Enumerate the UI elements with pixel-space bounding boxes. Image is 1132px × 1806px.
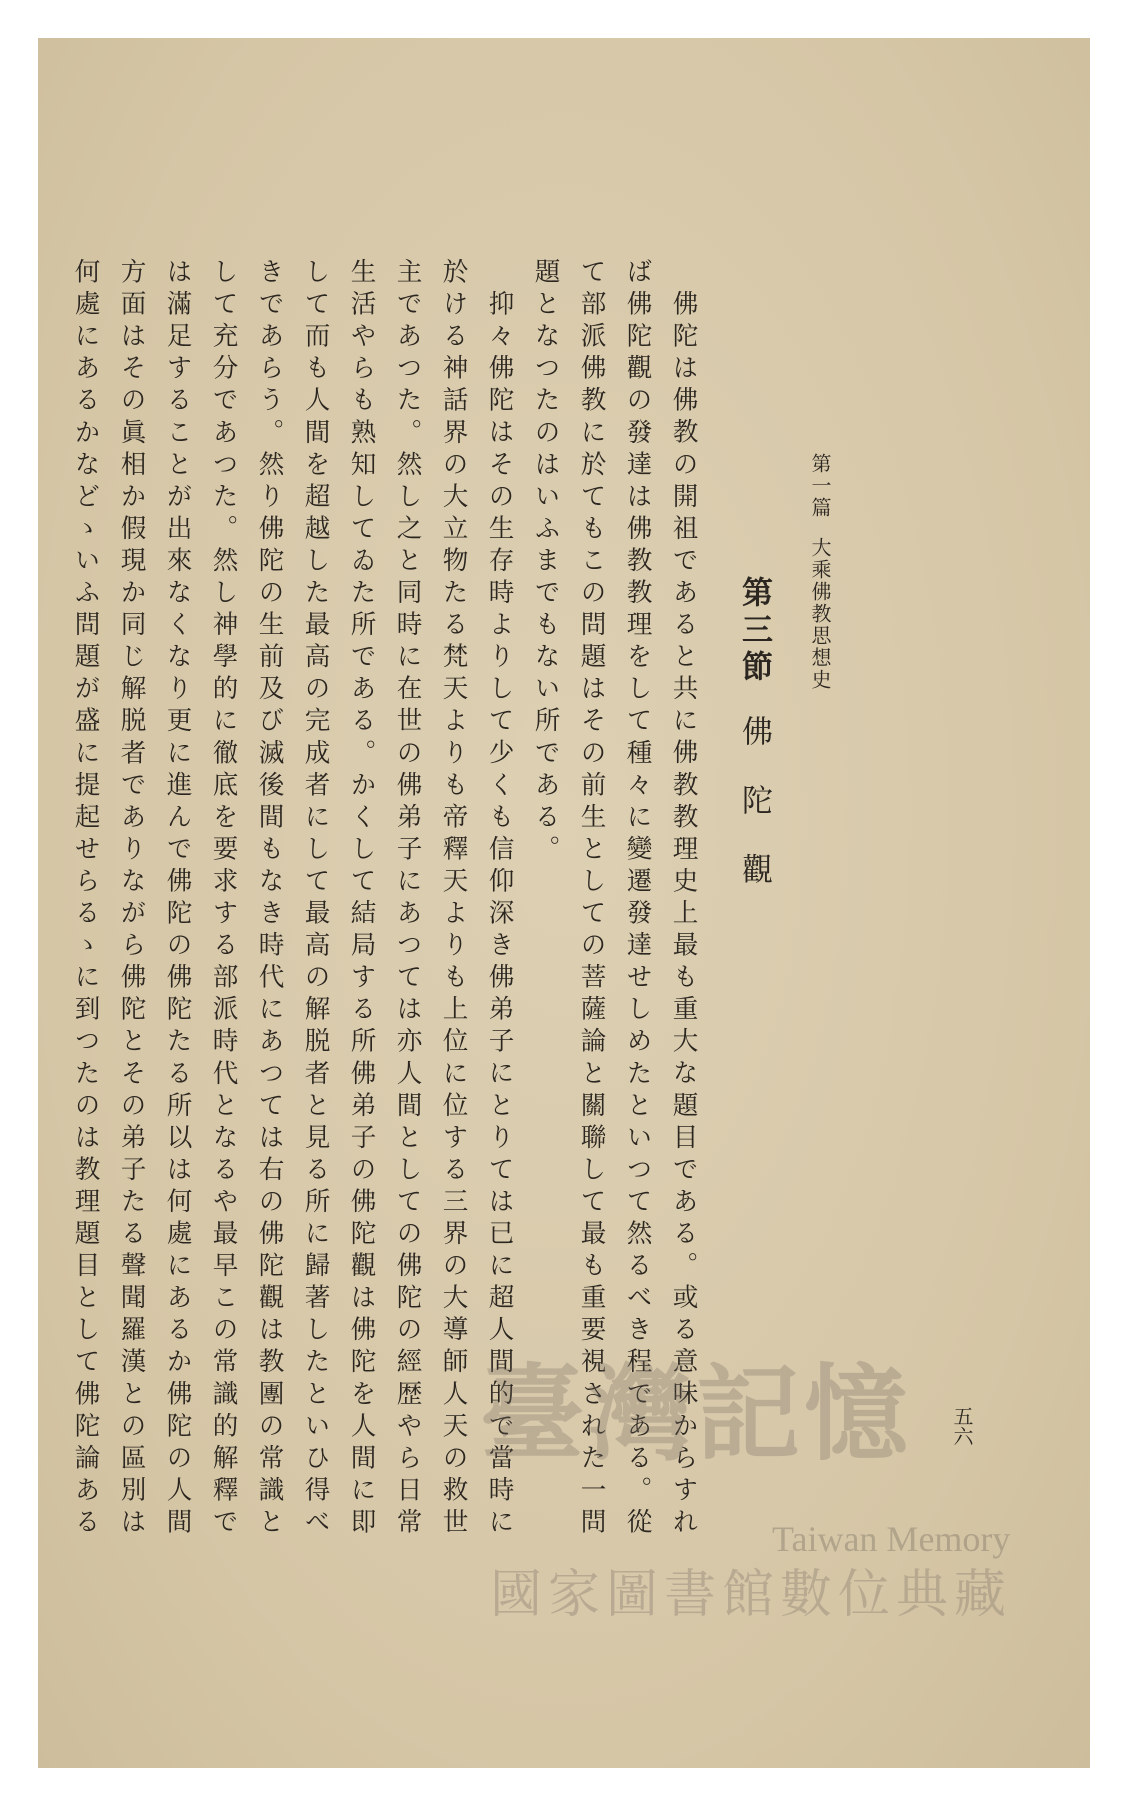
section-heading: [736, 576, 772, 922]
body-line: 方面はその眞相か假現か同じ解脱者でありながら佛陀とその弟子たる聲聞羅漢との區別は: [116, 258, 147, 1540]
body-line: 佛陀は佛教の開祖であると共に佛教教理史上最も重大な題目である。或る意味からすれ: [668, 290, 699, 1540]
body-line: 題となつたのはいふまでもない所である。: [530, 258, 561, 867]
body-line: ば佛陀觀の發達は佛教教理をして種々に變遷發達せしめたといつて然るべき程である。從: [622, 258, 653, 1540]
watermark-logo: 臺灣記憶: [480, 1352, 913, 1475]
body-line: 生活やらも熟知してゐた所である。かくして結局する所佛弟子の佛陀觀は佛陀を人間に即: [346, 258, 377, 1540]
body-line: 抑々佛陀はその生存時よりして少くも信仰深き佛弟子にとりては已に超人間的で當時に: [484, 290, 515, 1540]
body-line: 何處にあるかなどゝいふ問題が盛に提起せらるゝに到つたのは教理題目として佛陀論ある: [70, 258, 101, 1540]
body-line: して而も人間を超越した最高の完成者にして最高の解脱者と見る所に歸著したといひ得べ: [300, 258, 331, 1540]
section-title: 佛陀觀: [736, 715, 772, 922]
page-number: 五六: [950, 1406, 974, 1446]
body-line: きであらう。然り佛陀の生前及び滅後間もなき時代にあつては右の佛陀觀は教團の常識と: [254, 258, 285, 1540]
header-part: 第一篇: [808, 453, 832, 519]
body-line: は滿足することが出來なくなり更に進んで佛陀の佛陀たる所以は何處にあるか佛陀の人間: [162, 258, 193, 1540]
body-line: して充分であつた。然し神學的に徹底を要求する部派時代となるや最早この常識的解釋で: [208, 258, 239, 1540]
running-header: [810, 453, 830, 691]
body-line: 主であつた。然し之と同時に在世の佛弟子にあつては亦人間としての佛陀の經歴やら日常: [392, 258, 423, 1540]
body-line: て部派佛教に於てもこの問題はその前生としての菩薩論と關聯して最も重要視された一問: [576, 258, 607, 1540]
watermark-institution: 國家圖書館數位典藏: [490, 1565, 1013, 1625]
section-number: 第三節: [736, 576, 772, 687]
watermark-english: Taiwan Memory: [772, 1519, 1011, 1559]
header-book-title: 大乘佛教思想史: [808, 537, 832, 691]
watermark: [480, 1330, 1100, 1630]
body-line: 於ける神話界の大立物たる梵天よりも帝釋天よりも上位に位する三界の大導師人天の救世: [438, 258, 469, 1540]
